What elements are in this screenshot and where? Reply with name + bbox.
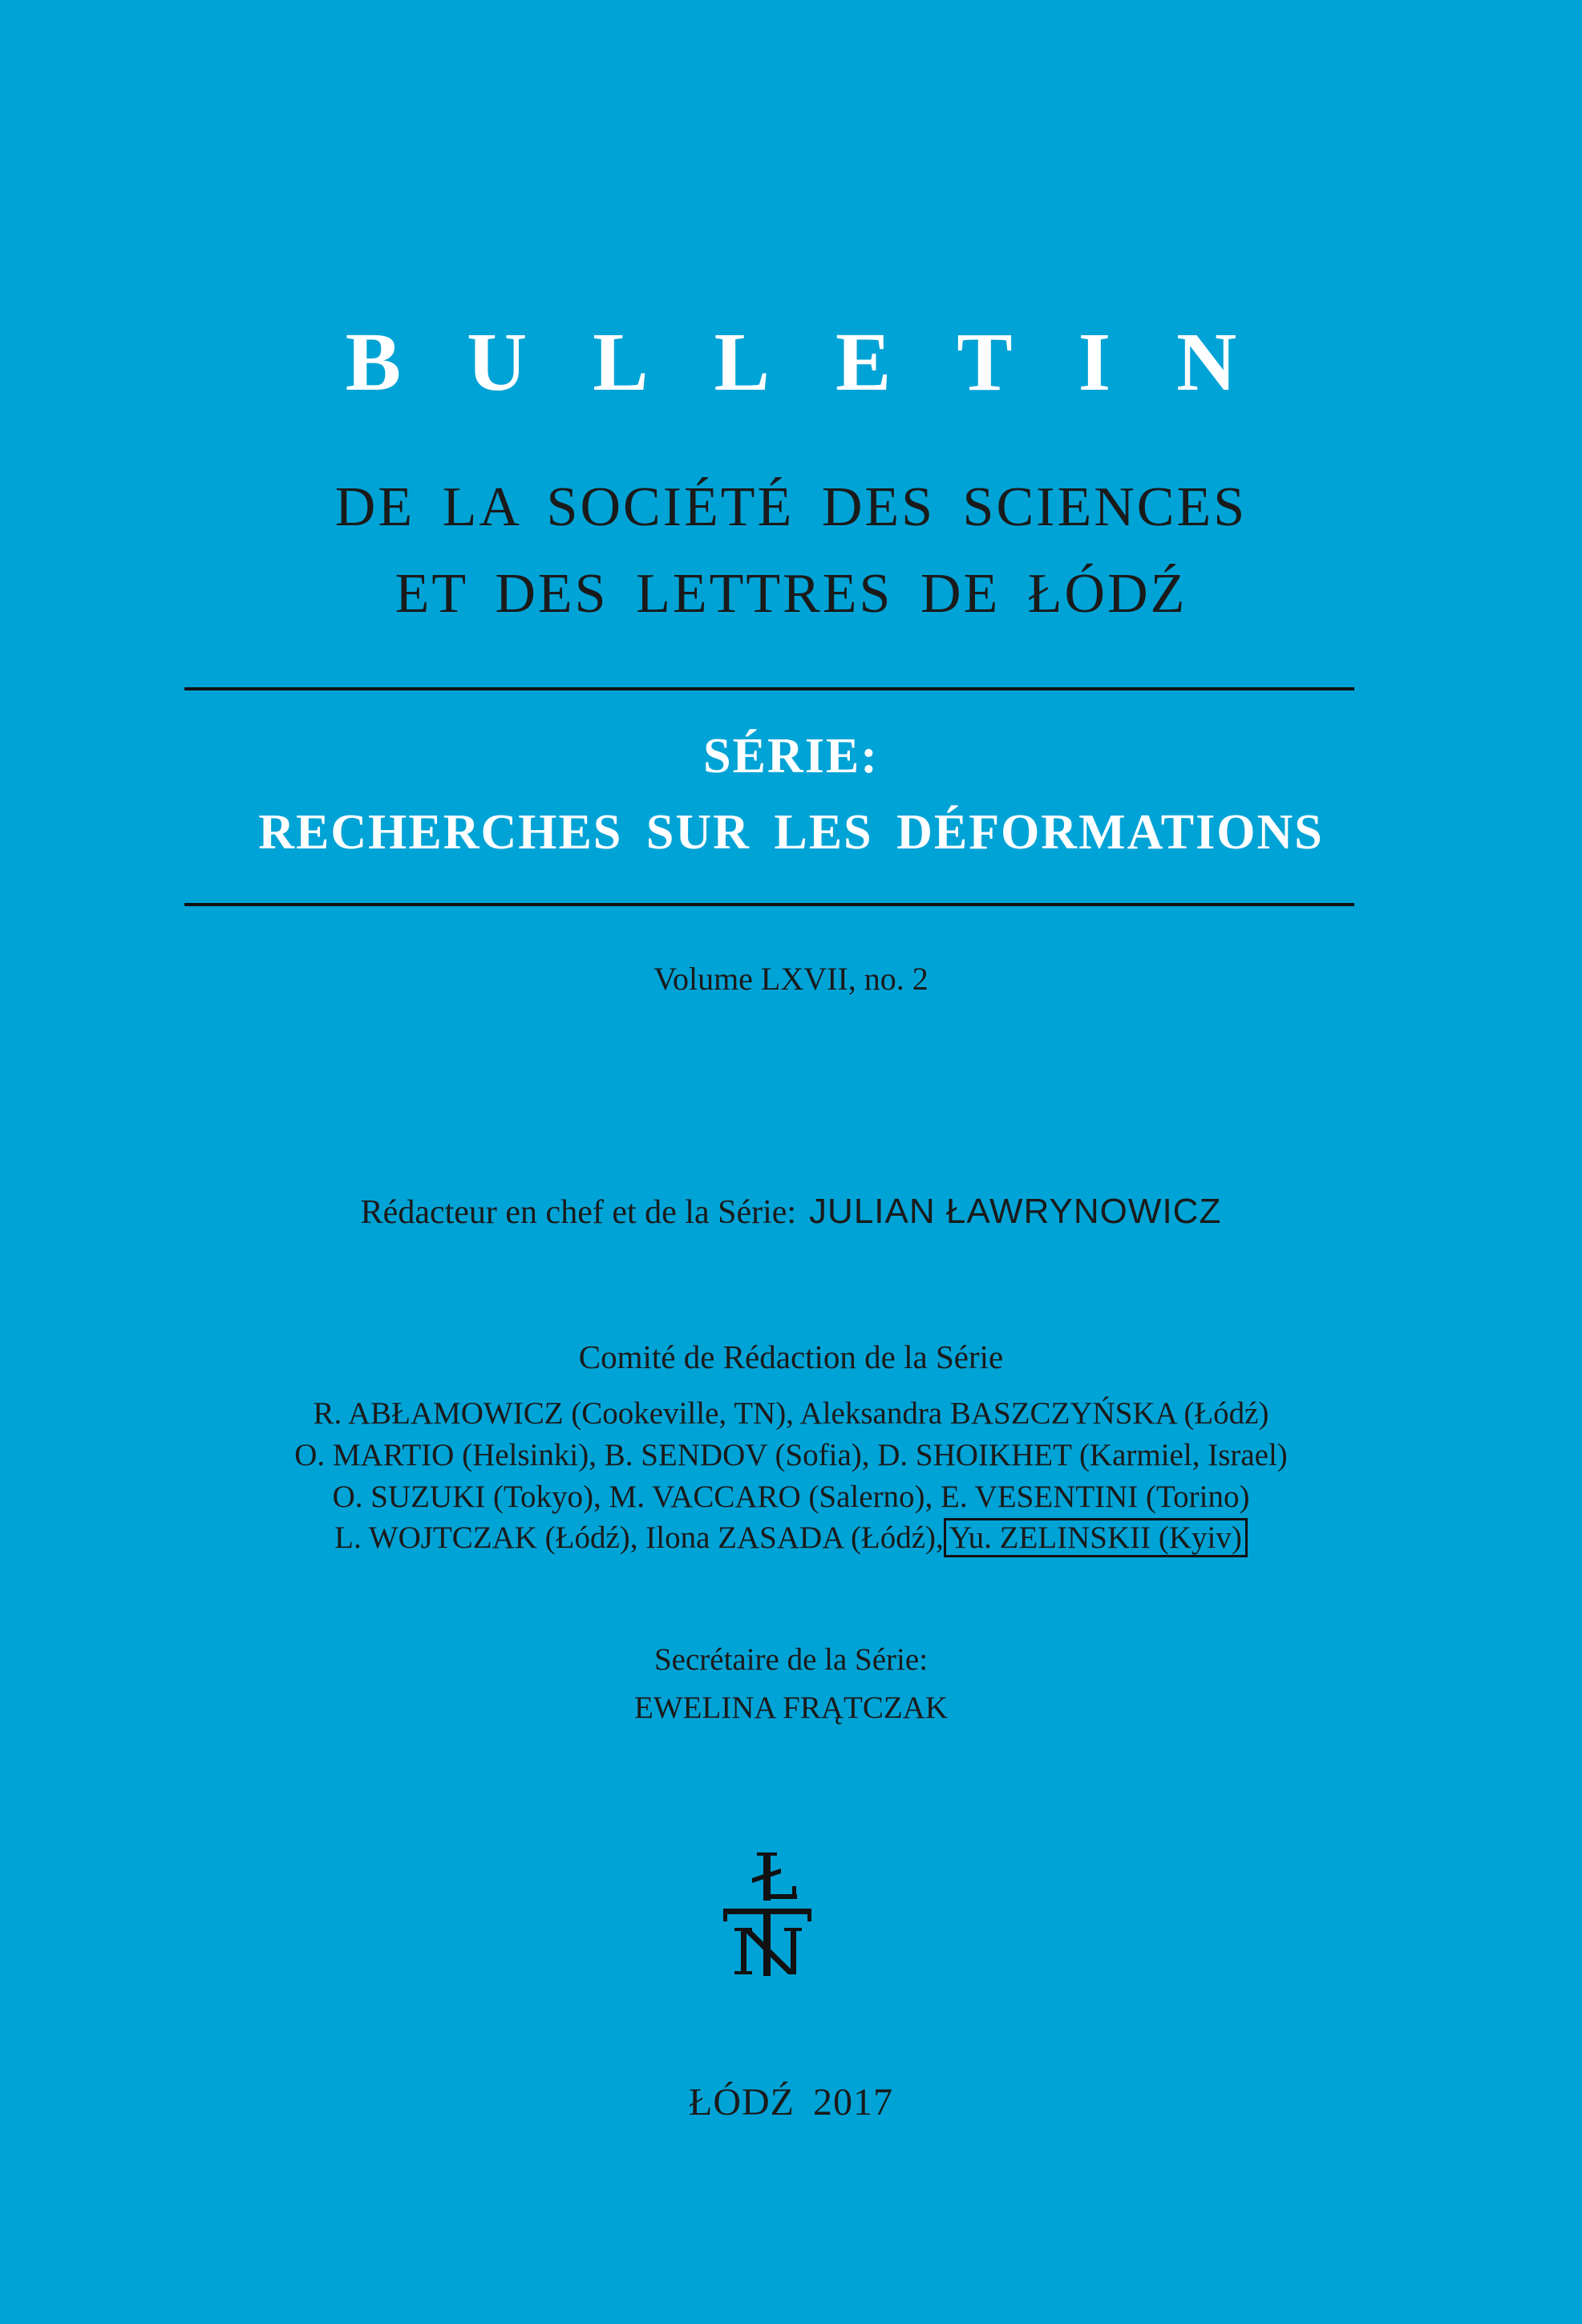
committee-line — [0, 1522, 1582, 1553]
society-name-line-1: DE LA SOCIÉTÉ DES SCIENCES — [334, 476, 1248, 538]
bottom-divider — [184, 903, 1354, 906]
serie-title: RECHERCHES SUR LES DÉFORMATIONS — [258, 805, 1324, 860]
committee-line: R. ABŁAMOWICZ (Cookeville, TN), Aleksandra BASZCZYŃSKA (Łódź) — [313, 1396, 1269, 1431]
committee-title: Comité de Rédaction de la Série — [578, 1338, 1004, 1375]
secretary-name: EWELINA FRĄTCZAK — [633, 1690, 949, 1725]
committee-line: O. MARTIO (Helsinki), B. SENDOV (Sofia), D. SHOIKHET (Karmiel, Israel) — [294, 1438, 1288, 1472]
bulletin-title: BULLETIN — [345, 316, 1303, 408]
committee-line-prefix: L. WOJTCZAK (Łódź), Ilona ZASADA (Łódź), — [334, 1520, 944, 1555]
editor-in-chief — [0, 1194, 1582, 1229]
top-divider — [184, 687, 1354, 690]
editor-name: JULIAN ŁAWRYNOWICZ — [809, 1192, 1222, 1231]
place-and-year: ŁÓDŹ 2017 — [689, 2081, 893, 2124]
secretary-label: Secrétaire de la Série: — [653, 1642, 929, 1677]
committee-line: O. SUZUKI (Tokyo), M. VACCARO (Salerno), E. VESENTINI (Torino) — [332, 1480, 1250, 1514]
society-name-line-2: ET DES LETTRES DE ŁÓDŹ — [394, 563, 1188, 625]
serie-label: SÉRIE: — [703, 729, 879, 783]
highlighted-member: Yu. ZELINSKII (Kyiv) — [944, 1518, 1248, 1557]
volume-number: Volume LXVII, no. 2 — [653, 961, 929, 997]
editor-label: Rédacteur en chef et de la Série: — [360, 1194, 797, 1231]
ltn-logo — [718, 1849, 823, 1978]
